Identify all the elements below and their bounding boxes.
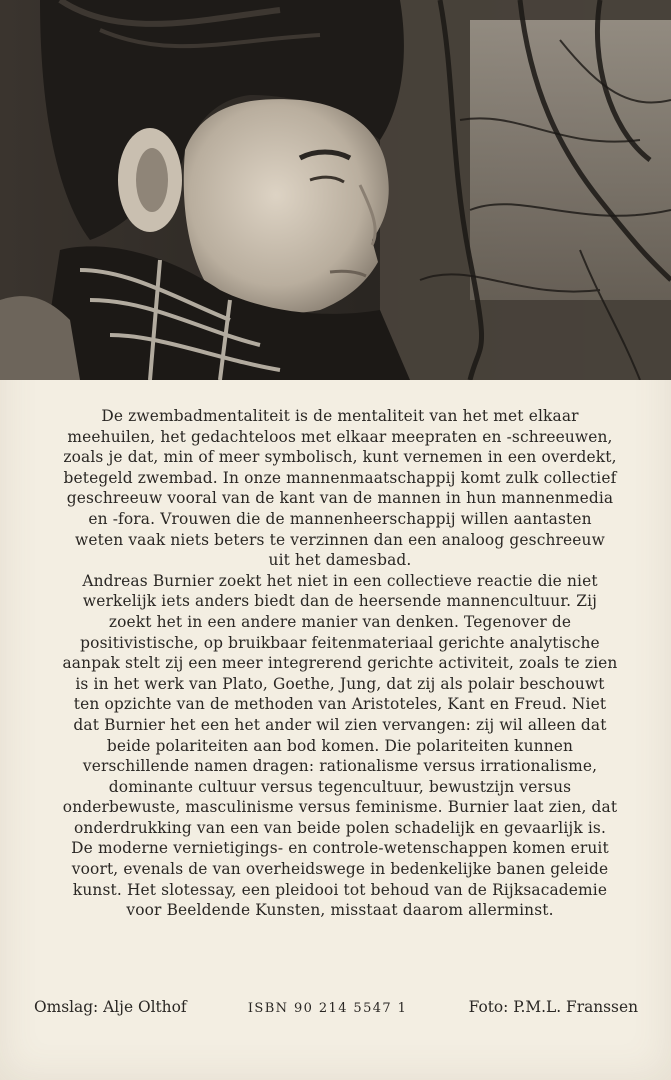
blurb-paragraph-2: Andreas Burnier zoekt het niet in een collectieve reactie die niet werkelijk iets anders biedt dan de heersende mannencultuur. Zij zoekt het in een andere manier van denken. Tegenover de positivistische, op bruikbaar feitenmateriaal gerichte analytische aanpak stelt zij een meer integrerend gerichte activiteit, zoals te zien is in het werk van Plato, Goethe, Jung, dat zij als polair beschouwt ten opzichte van de methoden van Aristoteles, Kant en Freud. Niet dat Burnier het een het ander wil zien vervangen: zij wil alleen dat beide polariteiten aan bod komen. Die polariteiten kunnen verschillende namen dragen: rationalisme versus irrationalisme, dominante cultuur versus tegencultuur, bewustzijn versus onderbewuste, masculinisme versus feminisme. Burnier laat zien, dat onderdrukking van een van beide polen schadelijk en gevaarlijk is. De moderne vernietigings- en controle-wetenschappen komen eruit voort, evenals de van overheidswege in bedenkelijke banen geleide kunst. Het slotessay, een pleidooi tot behoud van de Rijksacademie voor Beeldende Kunsten, misstaat daarom allerminst. [62, 571, 618, 920]
author-portrait-photo [0, 0, 671, 380]
portrait-illustration [0, 0, 671, 380]
isbn-number: ISBN 90 214 5547 1 [247, 1001, 408, 1016]
blurb-paragraph-1: De zwembadmentaliteit is de mentaliteit van het met elkaar meehuilen, het gedachteloos met elkaar meepraten en -schreeuwen, zoals je dat, min of meer symbolisch, kunt vernemen in een overdekt, betegeld zwembad. In onze mannenmaatschappij komt zulk collectief geschreeuw vooral van de kant van de mannen in hun mannenmedia en -fora. Vrouwen die de mannenheerschappij willen aantasten weten vaak niets beters te verzinnen dan een analoog geschreeuw uit het damesbad. [63, 407, 617, 570]
cover-credits-footer [34, 998, 638, 1016]
cover-design-credit: Omslag: Alje Olthof [34, 998, 187, 1016]
blurb-text [62, 406, 618, 921]
photo-credit: Foto: P.M.L. Franssen [468, 998, 638, 1016]
